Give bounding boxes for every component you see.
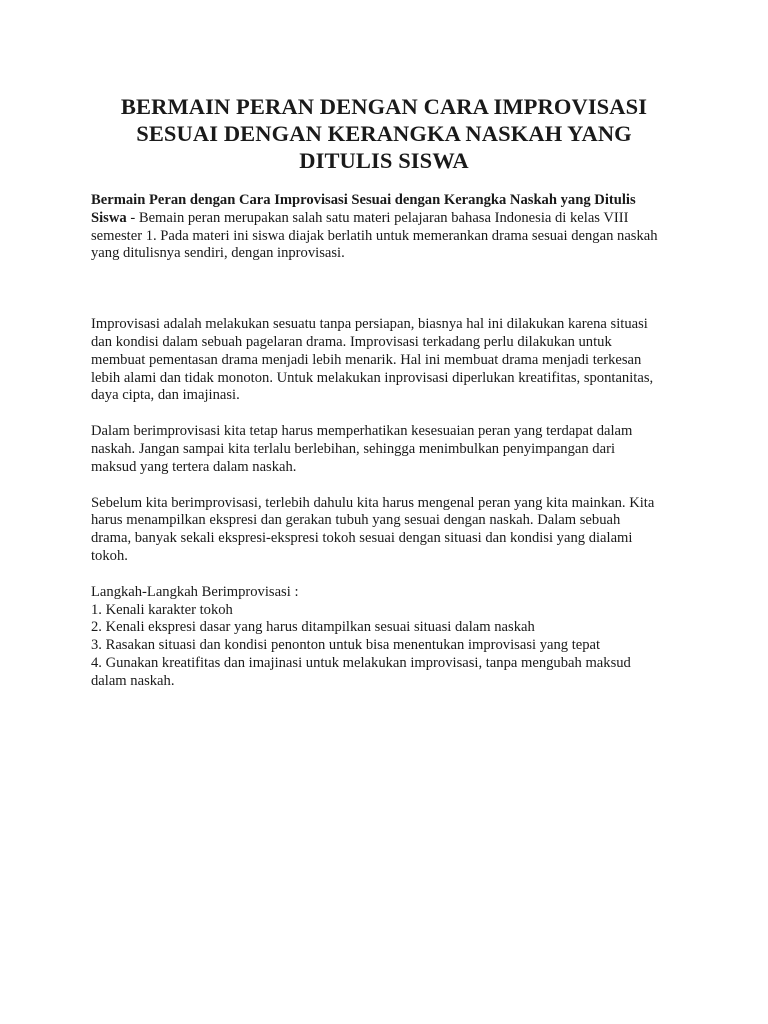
paragraph-line: Dalam berimprovisasi kita tetap harus memperhatikan kesesuaian peran yang terdapat dalam: [91, 423, 633, 440]
document-body: [91, 192, 691, 691]
intro-line: yang ditulisnya sendiri, dengan inprovisasi.: [91, 245, 345, 262]
paragraph-line: harus menampilkan ekspresi dan gerakan tubuh yang sesuai dengan naskah. Dalam sebuah: [91, 512, 621, 529]
paragraph-line: naskah. Jangan sampai kita terlalu berlebihan, sehingga menimbulkan penyimpangan dari: [91, 440, 615, 457]
steps-section: [91, 584, 691, 691]
paragraph-mengenal-peran: [91, 495, 691, 566]
paragraph-line: drama, banyak sekali ekspresi-ekspresi tokoh sesuai dengan situasi dan kondisi yang dialami: [91, 530, 633, 547]
paragraph-spacer: [91, 263, 691, 316]
intro-line: [91, 210, 691, 228]
step-item: 3. Rasakan situasi dan kondisi penonton untuk bisa menentukan improvisasi yang tepat: [91, 637, 601, 654]
paragraph-spacer: [91, 477, 691, 495]
paragraph-line: Improvisasi adalah melakukan sesuatu tanpa persiapan, biasnya hal ini dilakukan karena situasi: [91, 316, 648, 333]
step-item: 2. Kenali ekspresi dasar yang harus ditampilkan sesuai situasi dalam naskah: [91, 619, 535, 636]
step-item: 1. Kenali karakter tokoh: [91, 601, 233, 618]
paragraph-line: Sebelum kita berimprovisasi, terlebih dahulu kita harus mengenal peran yang kita mainkan. Kita: [91, 494, 655, 511]
intro-bold-lead: Bermain Peran dengan Cara Improvisasi Sesuai dengan Kerangka Naskah yang Ditulis: [91, 192, 636, 208]
step-item: 4. Gunakan kreatifitas dan imajinasi untuk melakukan improvisasi, tanpa mengubah maksud: [91, 654, 631, 671]
paragraph-kesesuaian-peran: [91, 423, 691, 476]
paragraph-spacer: [91, 405, 691, 423]
title-line: BERMAIN PERAN DENGAN CARA IMPROVISASI: [120, 94, 648, 119]
paragraph-line: dan kondisi dalam sebuah pagelaran drama. Improvisasi terkadang perlu dilakukan untuk: [91, 333, 612, 350]
intro-bold-lead-end: Siswa: [91, 209, 127, 226]
step-item-continuation: dalam naskah.: [91, 672, 175, 689]
document-title: [96, 93, 672, 174]
intro-line: semester 1. Pada materi ini siswa diajak berlatih untuk memerankan drama sesuai dengan naskah: [91, 227, 658, 244]
paragraph-line: maksud yang tertera dalam naskah.: [91, 458, 297, 475]
paragraph-improvisasi-definition: [91, 316, 691, 405]
title-line: DITULIS SISWA: [299, 148, 469, 173]
intro-text: - Bemain peran merupakan salah satu materi pelajaran bahasa Indonesia di kelas VIII: [126, 209, 629, 226]
paragraph-line: lebih alami dan tidak monoton. Untuk melakukan inprovisasi diperlukan kreatifitas, spontanitas,: [91, 369, 654, 386]
paragraph-line: tokoh.: [91, 547, 128, 564]
steps-heading: Langkah-Langkah Berimprovisasi :: [91, 583, 299, 600]
intro-paragraph: [91, 192, 691, 263]
title-line: SESUAI DENGAN KERANGKA NASKAH YANG: [136, 121, 632, 146]
paragraph-line: daya cipta, dan imajinasi.: [91, 387, 240, 404]
paragraph-spacer: [91, 566, 691, 584]
paragraph-line: membuat pementasan drama menjadi lebih menarik. Hal ini membuat drama menjadi terkesan: [91, 351, 642, 368]
